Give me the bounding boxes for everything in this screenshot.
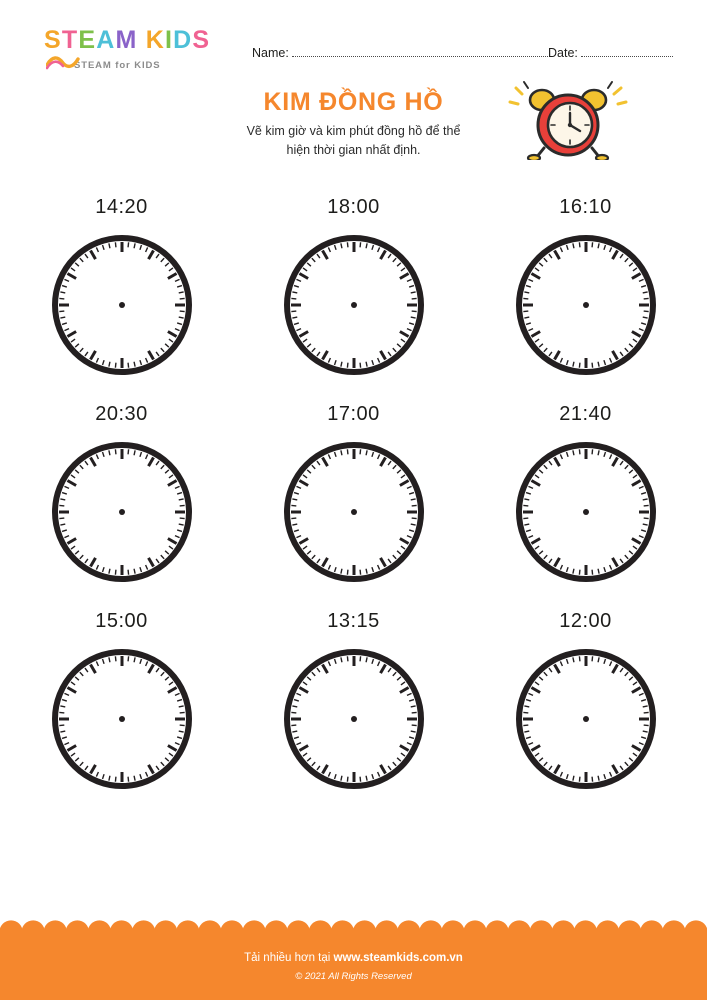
logo-letter-9: S	[192, 26, 211, 54]
clock-minute-tick	[523, 298, 528, 299]
clock-time-label: 16:10	[559, 196, 612, 218]
clock-time-label: 14:20	[95, 196, 148, 218]
clock-minute-tick	[411, 298, 416, 299]
logo-swoosh-icon	[46, 54, 80, 70]
clock-time-label: 12:00	[559, 610, 612, 632]
clock-item	[266, 610, 441, 795]
clock-minute-tick	[643, 518, 648, 519]
logo-letter-8: D	[173, 26, 193, 54]
clock-minute-tick	[592, 777, 593, 782]
clock-minute-tick	[179, 505, 184, 506]
logo-letter-0: S	[44, 26, 62, 54]
clock-minute-tick	[579, 570, 580, 575]
clock-minute-tick	[59, 311, 64, 312]
clock-minute-tick	[179, 712, 184, 713]
clock-minute-tick	[115, 777, 116, 782]
clock-minute-tick	[347, 363, 348, 368]
date-label: Date:	[548, 46, 578, 60]
clock-minute-tick	[643, 505, 648, 506]
name-label: Name:	[252, 46, 289, 60]
clock-time-label: 15:00	[95, 610, 148, 632]
clock-face	[510, 643, 662, 795]
clock-minute-tick	[291, 712, 296, 713]
clock-minute-tick	[592, 449, 593, 454]
footer-site-link[interactable]: www.steamkids.com.vn	[333, 952, 463, 964]
clock-minute-tick	[579, 242, 580, 247]
clock-minute-tick	[115, 242, 116, 247]
clock-face	[46, 229, 198, 381]
name-field-row	[252, 46, 552, 60]
clock-center-dot	[119, 509, 125, 515]
clocks-row	[0, 196, 707, 381]
clock-time-label: 20:30	[95, 403, 148, 425]
clock-minute-tick	[592, 570, 593, 575]
clock-time-label: 18:00	[327, 196, 380, 218]
clock-minute-tick	[347, 777, 348, 782]
clock-item	[266, 403, 441, 588]
footer-copyright: © 2021 All Rights Reserved	[295, 971, 412, 982]
clock-item	[34, 403, 209, 588]
clock-minute-tick	[360, 777, 361, 782]
clock-minute-tick	[347, 656, 348, 661]
clock-item	[498, 403, 673, 588]
clock-item	[34, 610, 209, 795]
brand-logo	[44, 28, 244, 71]
clock-minute-tick	[291, 298, 296, 299]
clock-minute-tick	[360, 656, 361, 661]
clock-face	[46, 436, 198, 588]
clock-center-dot	[351, 509, 357, 515]
logo-letter-3: A	[96, 26, 116, 54]
clock-minute-tick	[179, 518, 184, 519]
clock-minute-tick	[360, 363, 361, 368]
clock-minute-tick	[523, 712, 528, 713]
clock-minute-tick	[523, 505, 528, 506]
clock-minute-tick	[523, 518, 528, 519]
clock-minute-tick	[115, 363, 116, 368]
clock-minute-tick	[411, 505, 416, 506]
clock-minute-tick	[347, 449, 348, 454]
footer-link-row	[0, 952, 707, 964]
footer-scallop-edge	[0, 916, 707, 938]
clock-center-dot	[583, 302, 589, 308]
clock-minute-tick	[128, 449, 129, 454]
name-input-line[interactable]	[292, 46, 552, 57]
clock-minute-tick	[411, 712, 416, 713]
clock-minute-tick	[523, 725, 528, 726]
clock-minute-tick	[179, 298, 184, 299]
clocks-grid	[0, 196, 707, 817]
clock-minute-tick	[291, 725, 296, 726]
clock-minute-tick	[128, 363, 129, 368]
clock-center-dot	[351, 716, 357, 722]
clock-face	[510, 436, 662, 588]
logo-letter-5	[138, 28, 146, 53]
clock-minute-tick	[411, 311, 416, 312]
clock-minute-tick	[128, 656, 129, 661]
clock-minute-tick	[643, 298, 648, 299]
clocks-row	[0, 403, 707, 588]
clock-minute-tick	[360, 570, 361, 575]
date-input-line[interactable]	[581, 46, 673, 57]
alarm-clock-illustration	[508, 78, 628, 160]
clock-minute-tick	[128, 242, 129, 247]
clock-face	[278, 436, 430, 588]
logo-letter-2: E	[78, 26, 97, 54]
clock-item	[498, 196, 673, 381]
date-field-row	[548, 46, 673, 60]
clock-minute-tick	[59, 725, 64, 726]
clock-minute-tick	[411, 518, 416, 519]
clock-face	[278, 229, 430, 381]
clock-minute-tick	[291, 311, 296, 312]
logo-letter-4: M	[115, 26, 138, 54]
clock-minute-tick	[360, 242, 361, 247]
logo-letter-6: K	[145, 26, 165, 54]
clock-minute-tick	[179, 311, 184, 312]
clock-minute-tick	[59, 518, 64, 519]
clock-minute-tick	[59, 298, 64, 299]
page-footer	[0, 912, 707, 1000]
clock-minute-tick	[347, 570, 348, 575]
clock-minute-tick	[291, 505, 296, 506]
clock-minute-tick	[643, 712, 648, 713]
clock-minute-tick	[115, 656, 116, 661]
clock-minute-tick	[347, 242, 348, 247]
logo-wordmark	[44, 28, 244, 53]
clock-minute-tick	[128, 570, 129, 575]
clock-item	[498, 610, 673, 795]
clock-center-dot	[119, 302, 125, 308]
instruction-line-1: Vẽ kim giờ và kim phút đồng hồ để thể	[246, 124, 461, 138]
clock-center-dot	[351, 302, 357, 308]
page-title: KIM ĐỒNG HỒ	[263, 88, 444, 116]
clock-minute-tick	[179, 725, 184, 726]
clock-minute-tick	[411, 725, 416, 726]
clock-face	[278, 643, 430, 795]
clock-center-dot	[583, 716, 589, 722]
page-header	[0, 28, 707, 84]
clock-minute-tick	[115, 570, 116, 575]
logo-letter-7: I	[164, 26, 174, 54]
clock-minute-tick	[59, 712, 64, 713]
clock-minute-tick	[291, 518, 296, 519]
clock-item	[266, 196, 441, 381]
footer-text-prefix: Tải nhiều hơn tại	[244, 952, 334, 964]
clock-minute-tick	[643, 311, 648, 312]
clock-minute-tick	[579, 449, 580, 454]
clock-time-label: 17:00	[327, 403, 380, 425]
clock-face	[510, 229, 662, 381]
clock-minute-tick	[360, 449, 361, 454]
logo-letter-1: T	[61, 26, 79, 54]
clock-minute-tick	[643, 725, 648, 726]
logo-tagline: STEAM for KIDS	[74, 60, 161, 71]
clock-minute-tick	[579, 777, 580, 782]
clock-minute-tick	[579, 363, 580, 368]
clock-face	[46, 643, 198, 795]
clock-minute-tick	[115, 449, 116, 454]
clock-center-dot	[583, 509, 589, 515]
clock-minute-tick	[592, 363, 593, 368]
clocks-row	[0, 610, 707, 795]
clock-minute-tick	[523, 311, 528, 312]
clock-center-dot	[119, 716, 125, 722]
footer-background	[0, 934, 707, 1000]
clock-time-label: 13:15	[327, 610, 380, 632]
clock-item	[34, 196, 209, 381]
instruction-line-2: hiện thời gian nhất định.	[286, 142, 421, 157]
clock-minute-tick	[592, 242, 593, 247]
clock-minute-tick	[592, 656, 593, 661]
clock-minute-tick	[59, 505, 64, 506]
clock-minute-tick	[128, 777, 129, 782]
clock-time-label: 21:40	[559, 403, 612, 425]
clock-minute-tick	[579, 656, 580, 661]
